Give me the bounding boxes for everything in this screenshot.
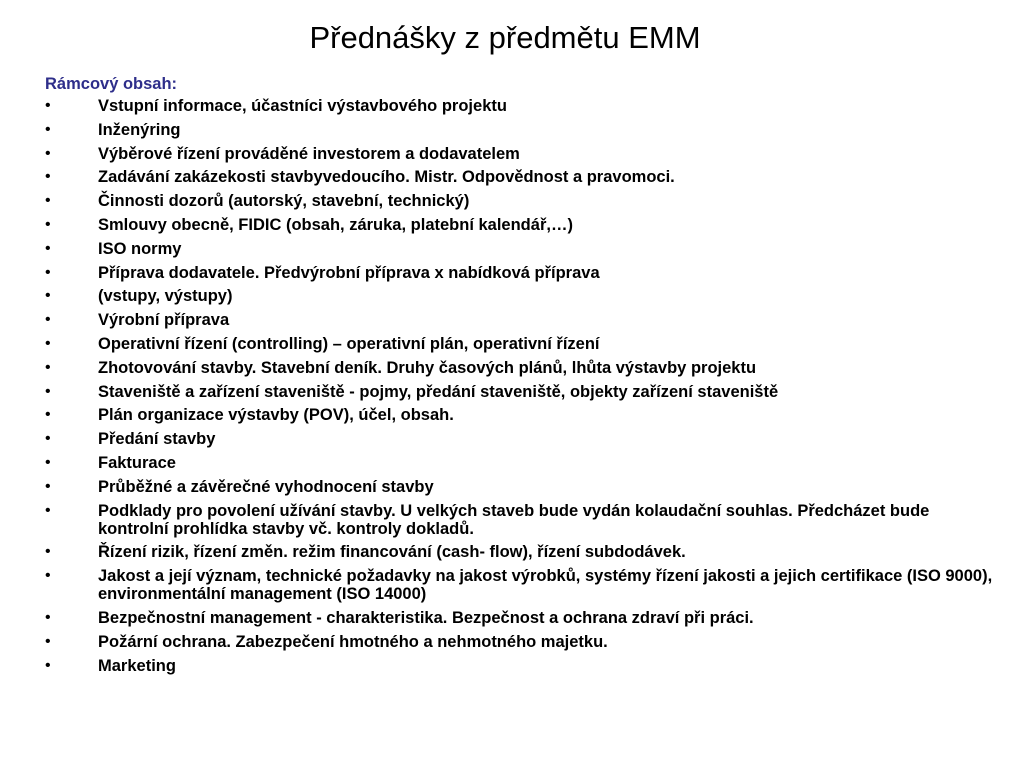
list-item [45,657,995,675]
list-item [45,97,995,115]
list-item-text: Výběrové řízení prováděné investorem a dodavatelem [98,144,520,163]
list-item-text: Operativní řízení (controlling) – operativní plán, operativní řízení [98,334,600,353]
list-item-text: Příprava dodavatele. Předvýrobní příprava x nabídková příprava [98,263,600,282]
list-item-text: ISO normy [98,239,182,258]
list-item [45,264,995,282]
list-item-text: Jakost a její význam, technické požadavky na jakost výrobků, systémy řízení jakosti a jejich certifikace (ISO 9000), environmentální management (ISO 14000) [98,567,993,604]
list-item [45,543,995,561]
list-item-text: Podklady pro povolení užívání stavby. U velkých staveb bude vydán kolaudační souhlas. Předcházet bude kontrolní prohlídka stavby vč. kontroly dokladů. [98,501,930,538]
bullet-icon: • [45,406,51,424]
bullet-icon: • [45,453,51,471]
list-item [45,567,995,603]
bullet-icon: • [45,215,51,233]
bullet-icon: • [45,567,51,585]
bullet-icon: • [45,192,51,210]
bullet-icon: • [45,334,51,352]
bullet-icon: • [45,263,51,281]
list-item-text: (vstupy, výstupy) [98,287,233,306]
list-item-text: Bezpečnostní management - charakteristika. Bezpečnost a ochrana zdraví při práci. [98,608,754,627]
list-item [45,454,995,472]
bullet-icon: • [45,144,51,162]
bullet-icon: • [45,477,51,495]
bullet-icon: • [45,656,51,674]
list-item-text: Průběžné a závěrečné vyhodnocení stavby [98,477,434,496]
list-item-text: Vstupní informace, účastníci výstavbového projektu [98,97,507,115]
slide-subtitle: Rámcový obsah: [45,75,178,93]
bullet-icon: • [45,168,51,186]
bullet-icon: • [45,608,51,626]
list-item-text: Marketing [98,656,176,675]
list-item-text: Plán organizace výstavby (POV), účel, obsah. [98,406,454,425]
bullet-icon: • [45,430,51,448]
list-item-text: Inženýring [98,120,181,139]
bullet-icon: • [45,543,51,561]
list-item [45,406,995,424]
list-item [45,430,995,448]
bullet-icon: • [45,120,51,138]
list-item-text: Výrobní příprava [98,311,230,330]
list-item [45,287,995,305]
bullet-list [45,97,995,680]
list-item-text: Fakturace [98,453,176,472]
list-item [45,168,995,186]
list-item [45,609,995,627]
bullet-icon: • [45,358,51,376]
list-item-text: Požární ochrana. Zabezpečení hmotného a nehmotného majetku. [98,632,608,651]
list-item [45,502,995,538]
bullet-icon: • [45,382,51,400]
list-item [45,633,995,651]
list-item-text: Smlouvy obecně, FIDIC (obsah, záruka, platební kalendář,…) [98,215,573,234]
list-item-text: Zadávání zakázekosti stavbyvedoucího. Mistr. Odpovědnost a pravomoci. [98,168,675,187]
list-item [45,192,995,210]
bullet-icon: • [45,97,51,114]
list-item [45,383,995,401]
list-item-text: Řízení rizik, řízení změn. režim financování (cash- flow), řízení subdodávek. [98,543,686,562]
list-item-text: Činnosti dozorů (autorský, stavební, technický) [98,192,470,211]
bullet-icon: • [45,311,51,329]
bullet-icon: • [45,632,51,650]
bullet-icon: • [45,239,51,257]
list-item-text: Zhotovování stavby. Stavební deník. Druhy časových plánů, lhůta výstavby projektu [98,358,757,377]
list-item [45,335,995,353]
bullet-icon: • [45,501,51,519]
list-item [45,311,995,329]
slide-title: Přednášky z předmětu EMM [309,20,701,55]
list-item [45,216,995,234]
list-item [45,359,995,377]
list-item [45,121,995,139]
bullet-icon: • [45,287,51,305]
list-item-text: Předání stavby [98,430,216,449]
list-item [45,145,995,163]
list-item [45,478,995,496]
list-item-text: Staveniště a zařízení staveniště - pojmy, předání staveniště, objekty zařízení staveniště [98,382,779,401]
list-item [45,240,995,258]
